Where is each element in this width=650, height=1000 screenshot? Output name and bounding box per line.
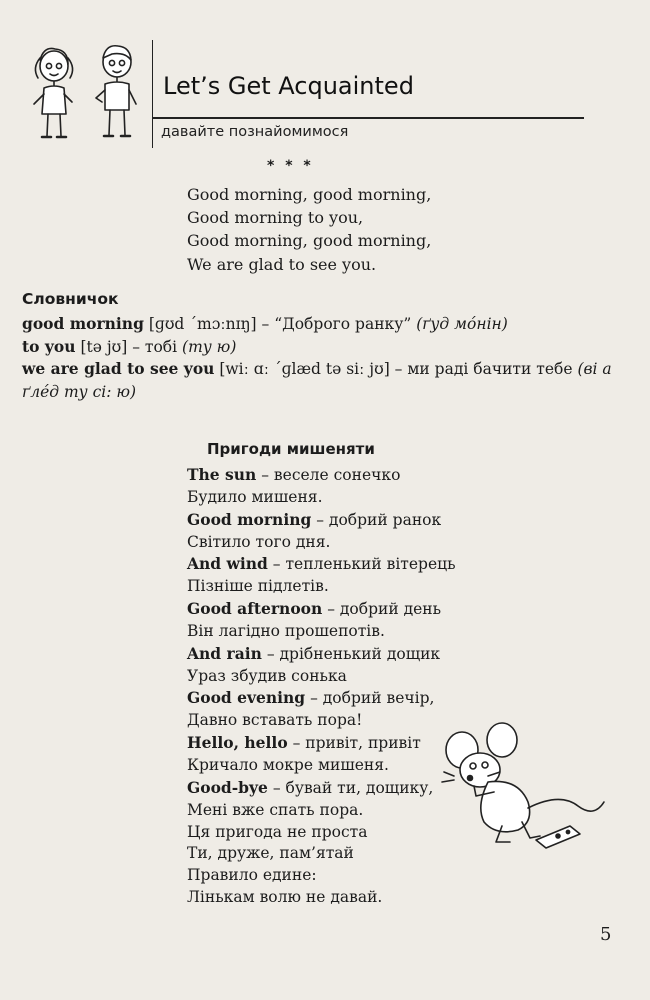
vocabulary-translation: [tə jʊ] – тобі: [75, 337, 183, 356]
header-vertical-rule: [152, 40, 153, 148]
story-line-text: Ця пригода не проста: [187, 822, 368, 841]
poem-line: Good morning to you,: [187, 208, 364, 228]
story-line: [187, 777, 456, 800]
vocabulary-pronunciation: (ві а ґлéд ту сі: ю): [22, 360, 612, 401]
story-line-text: Світило того дня.: [187, 532, 331, 551]
story-line-text: Лінькам волю не давай.: [187, 888, 383, 907]
poem-separator: * * *: [267, 158, 314, 174]
story-line: [187, 666, 456, 688]
vocabulary-entry: [22, 313, 622, 336]
story-line: [187, 843, 456, 865]
story-line: [187, 576, 456, 598]
story-line-text: – добрий вечір,: [305, 689, 435, 708]
story-line-text: Будило мишеня.: [187, 487, 323, 506]
story-line: [187, 532, 456, 554]
vocabulary-entry: [22, 358, 622, 403]
story-line-text: Ти, друже, пам’ятай: [187, 844, 354, 863]
story-line-text: – добрий ранок: [311, 510, 442, 529]
story-line: [187, 865, 456, 887]
story-line: [187, 621, 456, 643]
story-line: [187, 822, 456, 844]
poem-line: Good morning, good morning,: [187, 185, 432, 204]
page-number: 5: [600, 924, 612, 945]
poem: [187, 183, 431, 276]
page-title: Let’s Get Acquainted: [163, 72, 414, 100]
mouse-illustration: [440, 722, 608, 852]
story-line: [187, 732, 456, 755]
story-line-keyword: And wind: [187, 554, 268, 574]
story-line: [187, 687, 456, 710]
story-line: [187, 509, 456, 532]
story-line: [187, 800, 456, 822]
vocabulary-pronunciation: (ґуд мóнін): [416, 315, 508, 333]
vocabulary-title: Словничок: [22, 290, 119, 308]
story-title: Пригоди мишеняти: [207, 440, 375, 458]
poem-line: We are glad to see you.: [187, 254, 377, 274]
bleed-through-shadow: [400, 40, 650, 240]
story-line-keyword: Good morning: [187, 509, 312, 529]
vocabulary-translation: [ɡʊd ´mɔːnɪŋ] – “Доброго ранку”: [143, 315, 417, 333]
story-line-text: – тепленький вітерець: [267, 555, 456, 574]
story-line: [187, 487, 456, 509]
story-line-keyword: The sun: [187, 465, 257, 484]
story-line: [187, 464, 456, 487]
story-line-text: – добрий день: [322, 600, 442, 619]
story-line: [187, 710, 456, 732]
story-line-keyword: Hello, hello: [187, 733, 288, 753]
story-line-keyword: Good-bye: [187, 777, 268, 797]
vocabulary-pronunciation: (ту ю): [182, 337, 237, 356]
vocabulary-translation: [wiː ɑː ´ɡlæd tə siː jʊ] – ми раді бачити тебе: [214, 360, 578, 378]
story-line-text: Давно вставать пора!: [187, 711, 363, 730]
story-line-text: – привіт, привіт: [287, 734, 421, 753]
story-line-text: Ураз збудив сонька: [187, 666, 347, 685]
story-line: [187, 553, 456, 576]
story-line-keyword: Good evening: [187, 688, 306, 708]
story-line-text: Він лагідно прошепотів.: [187, 621, 385, 640]
story-line-text: – бувай ти, дощику,: [267, 778, 434, 797]
vocabulary-term: good morning: [22, 314, 144, 333]
story-line-text: Мені вже спать пора.: [187, 800, 364, 819]
story-line-text: Пізніше підлетів.: [187, 577, 329, 596]
story-line: [187, 887, 456, 909]
story-line: [187, 643, 456, 666]
vocabulary-term: to you: [22, 336, 76, 356]
header-horizontal-rule: [152, 117, 584, 119]
story-line-text: – веселе сонечко: [256, 466, 401, 484]
poem-line: Good morning, good morning,: [187, 231, 432, 251]
vocabulary-list: [22, 313, 622, 403]
page-subtitle: давайте познайомимося: [161, 124, 349, 140]
story-line-keyword: And rain: [187, 643, 262, 663]
story-line-keyword: Good afternoon: [187, 599, 323, 619]
vocabulary-term: we are glad to see you: [22, 359, 215, 378]
story-line: [187, 755, 456, 777]
vocabulary-entry: [22, 336, 622, 359]
children-illustration: [22, 38, 147, 148]
story-line-text: Правило едине:: [187, 866, 317, 885]
story-line: [187, 598, 456, 621]
story-poem: [187, 464, 456, 909]
story-line-text: Кричало мокре мишеня.: [187, 755, 389, 774]
story-line-text: – дрібненький дощик: [261, 644, 441, 663]
